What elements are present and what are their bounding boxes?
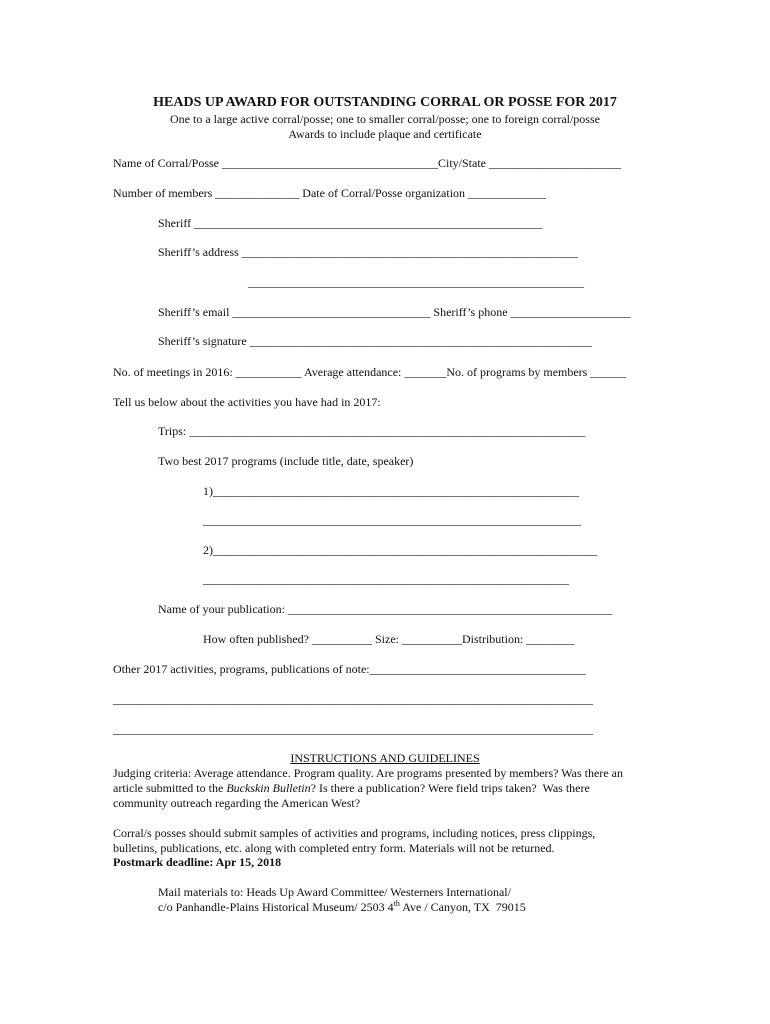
judging-line2-post: ? Is there a publication? Were field trips taken? Was there [310, 781, 590, 795]
program-2-field[interactable]: 2)________________________________________________________________ [203, 543, 597, 557]
members-date-field[interactable]: Number of members ______________ Date of Corral/Posse organization _____________ [113, 186, 547, 200]
email-phone-field[interactable]: Sheriff’s email _________________________________ Sheriff’s phone ____________________ [158, 305, 631, 319]
other-activities-field[interactable]: Other 2017 activities, programs, publications of note:____________________________________ [113, 662, 586, 676]
postmark-deadline: Postmark deadline: Apr 15, 2018 [113, 855, 282, 869]
instructions-heading: INSTRUCTIONS AND GUIDELINES [290, 751, 480, 765]
samples-line1: Corral/s posses should submit samples of activities and programs, including notices, press clippings, [113, 826, 596, 840]
judging-criteria-line2 [113, 781, 590, 795]
sheriff-address-field[interactable]: Sheriff’s address ________________________________________________________ [158, 245, 578, 259]
samples-line2: bulletins, publications, etc. along with completed entry form. Materials will not be returned. [113, 841, 555, 855]
subtitle-award-categories: One to a large active corral/posse; one to smaller corral/posse; one to foreign corral/posse [170, 112, 600, 126]
mail-line1: Mail materials to: Heads Up Award Committee/ Westerners International/ [158, 885, 511, 899]
page-title: HEADS UP AWARD FOR OUTSTANDING CORRAL OR POSSE FOR 2017 [153, 95, 617, 110]
activities-intro: Tell us below about the activities you have had in 2017: [113, 395, 381, 409]
mail-line2 [158, 900, 526, 914]
judging-criteria-line1: Judging criteria: Average attendance. Program quality. Are programs presented by members? Was there an [113, 766, 623, 780]
ordinal-suffix: th [393, 899, 400, 908]
program-2-line2[interactable]: _____________________________________________________________ [203, 572, 569, 586]
publication-details-field[interactable]: How often published? __________ Size: __________Distribution: ________ [203, 632, 575, 646]
sheriff-field[interactable]: Sheriff __________________________________________________________ [158, 216, 543, 230]
trips-field[interactable]: Trips: __________________________________________________________________ [158, 424, 586, 438]
buckskin-bulletin-title: Buckskin Bulletin [226, 781, 311, 795]
signature-field[interactable]: Sheriff’s signature _________________________________________________________ [158, 334, 592, 348]
judging-criteria-line3: community outreach regarding the American West? [113, 796, 361, 810]
judging-line2-pre: article submitted to the [113, 781, 227, 795]
mail-line2-pre: c/o Panhandle-Plains Historical Museum/ 2503 4 [158, 900, 394, 914]
mail-line2-post: Ave / Canyon, TX 79015 [399, 900, 526, 914]
other-activities-line2[interactable]: ________________________________________________________________________________ [113, 692, 593, 706]
name-city-field[interactable]: Name of Corral/Posse ____________________________________City/State ______________________ [113, 156, 621, 170]
other-activities-line3[interactable]: ________________________________________________________________________________ [113, 722, 593, 736]
meetings-field[interactable]: No. of meetings in 2016: ___________ Average attendance: _______No. of programs by members ______ [113, 365, 627, 379]
subtitle-awards: Awards to include plaque and certificate [288, 127, 482, 141]
two-best-programs-label: Two best 2017 programs (include title, date, speaker) [158, 454, 414, 468]
program-1-line2[interactable]: _______________________________________________________________ [203, 513, 581, 527]
publication-field[interactable]: Name of your publication: ______________________________________________________ [158, 602, 612, 616]
program-1-field[interactable]: 1)_____________________________________________________________ [203, 484, 579, 498]
sheriff-address-line2[interactable]: ________________________________________________________ [248, 275, 584, 289]
